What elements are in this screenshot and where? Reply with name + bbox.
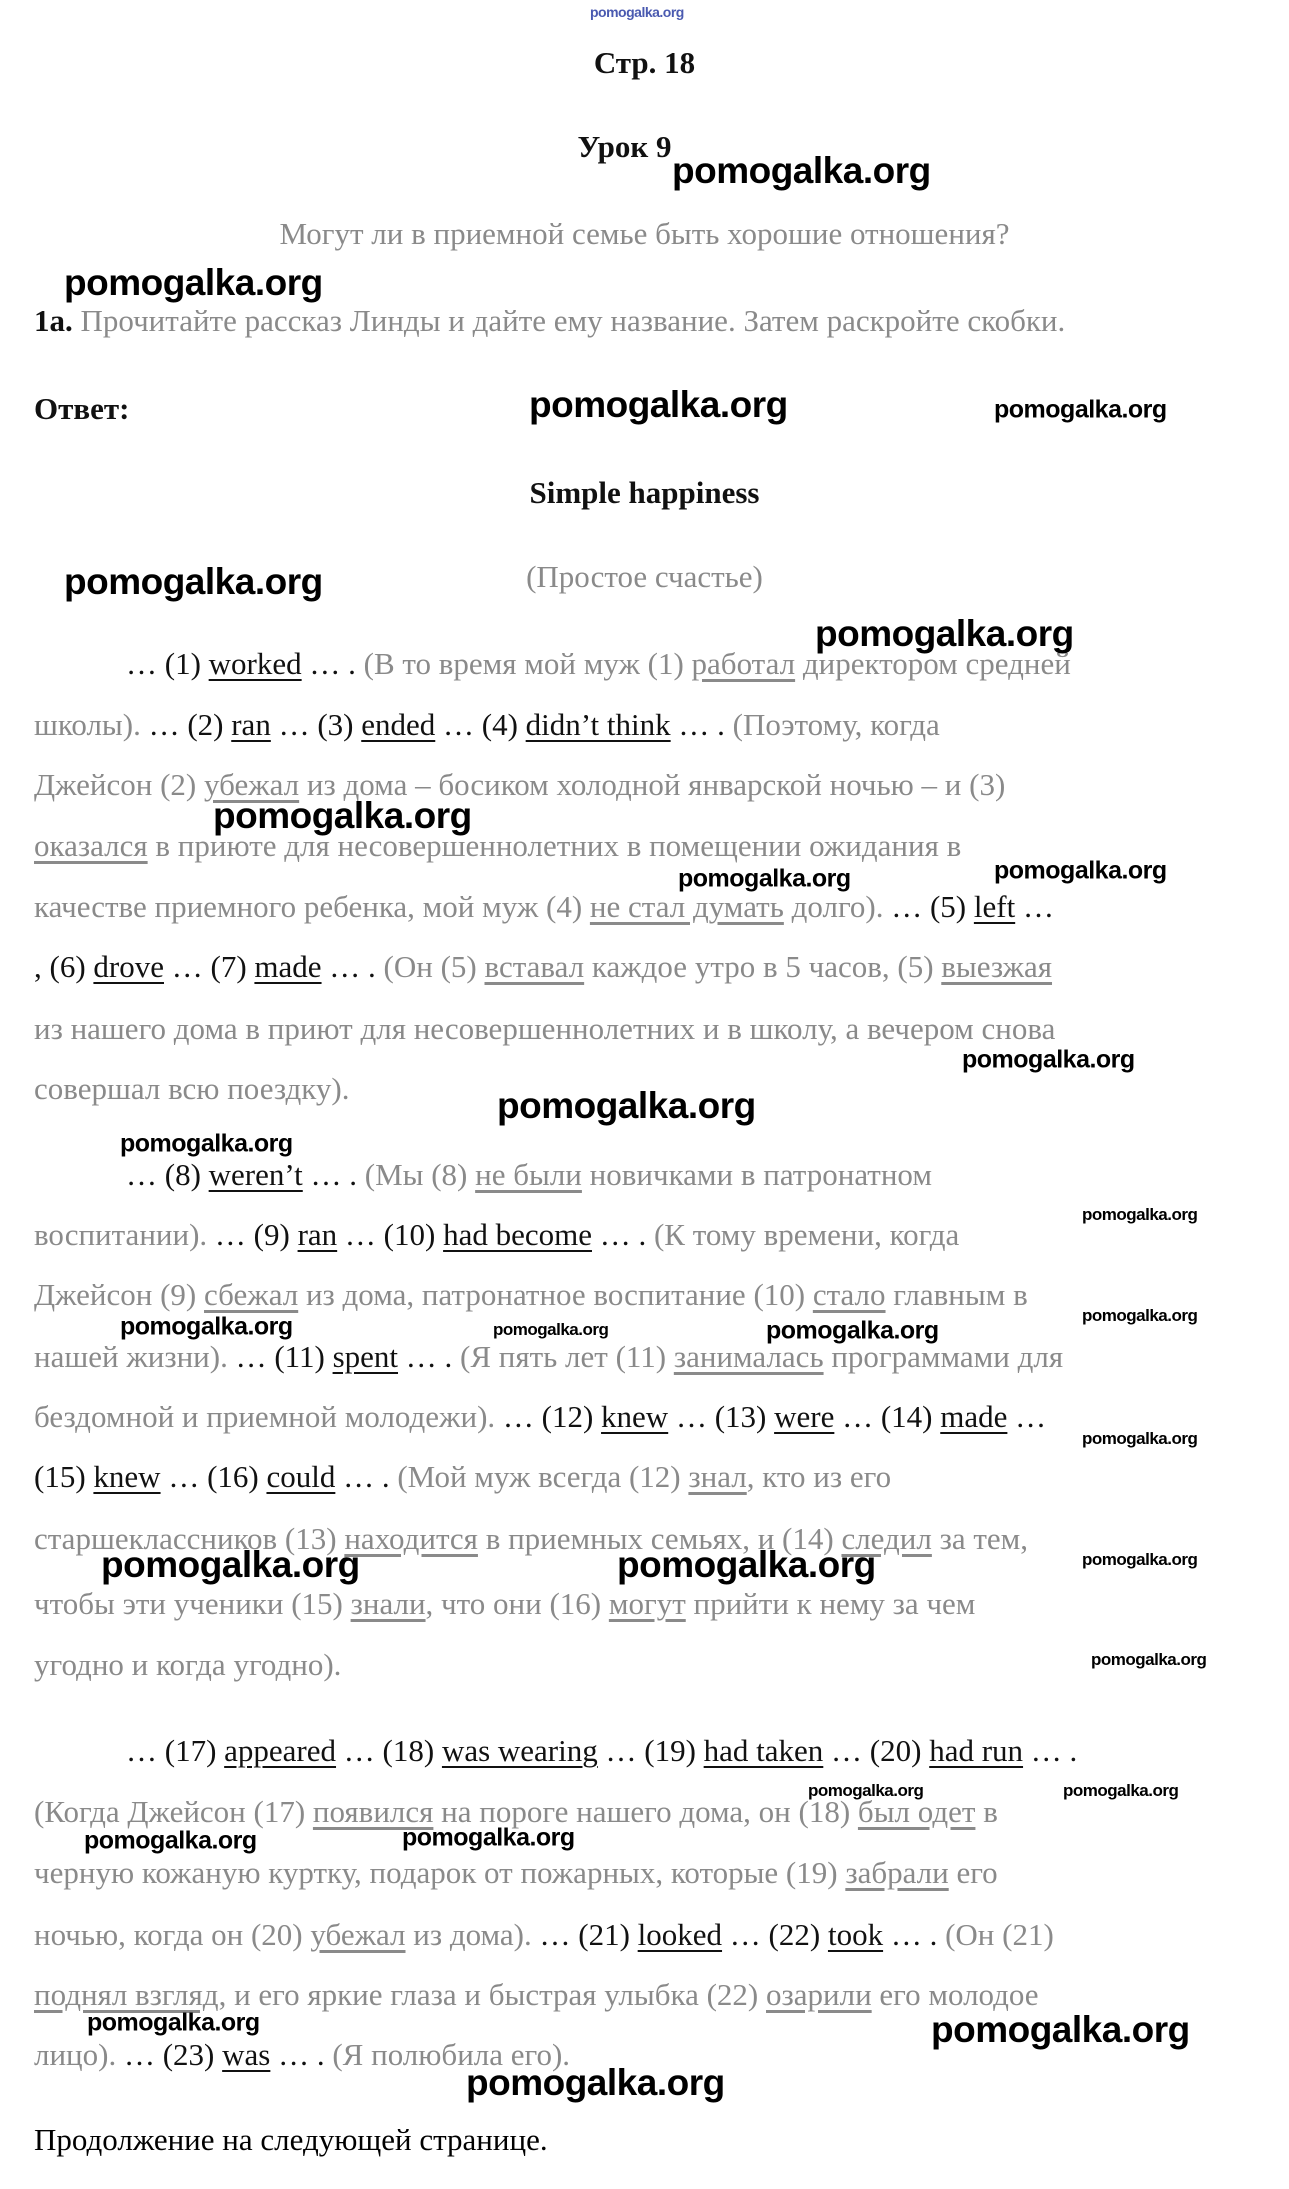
gap-marker: … (1015, 889, 1054, 924)
translation-text: (Поэтому, когда (732, 707, 940, 742)
translation-text: , и его яркие глаза и быстрая улыбка (22) (218, 1977, 766, 2012)
watermark: pomogalka.org (815, 613, 1074, 654)
answer-word: left (973, 889, 1016, 924)
answer-word: was (222, 2037, 271, 2072)
gap-marker: … (12) (502, 1399, 602, 1434)
watermark: pomogalka.org (466, 2062, 725, 2103)
gap-marker: … . (591, 1217, 654, 1252)
watermark: pomogalka.org (1082, 1429, 1198, 1448)
watermark: pomogalka.org (962, 1045, 1135, 1074)
gap-marker: … . (883, 1917, 946, 1952)
gap-marker: … (10) (337, 1217, 444, 1252)
translation-text: за тем, (931, 1521, 1029, 1556)
translation-text: лицо). (34, 2037, 124, 2072)
story-line (126, 1731, 1077, 1771)
answer-word: had become (443, 1217, 592, 1252)
gap-marker: … (23) (123, 2037, 223, 2072)
translation-highlight: могут (608, 1586, 686, 1621)
watermark: pomogalka.org (120, 1129, 293, 1158)
gap-marker: … (2) (148, 707, 232, 742)
gap-marker: … . (1023, 1733, 1078, 1768)
translation-highlight: сбежал (204, 1277, 299, 1312)
translation-text: (Я пять лет (11) (460, 1339, 674, 1374)
translation-highlight: убежал (204, 767, 300, 802)
translation-text: качестве приемного ребенка, мой муж (4) (34, 889, 590, 924)
translation-text: главным в (885, 1277, 1028, 1312)
story-line (34, 1009, 1055, 1049)
task-text: Прочитайте рассказ Линды и дайте ему название. Затем раскройте скобки. (72, 303, 1066, 338)
translation-text: из дома – босиком холодной январской ночью – и (3) (299, 767, 1006, 802)
watermark: pomogalka.org (1082, 1550, 1198, 1569)
story-line (34, 1397, 1046, 1437)
answer-word: were (774, 1399, 835, 1434)
translation-text: из нашего дома в приют для несовершеннолетних и в школу, а вечером снова (34, 1011, 1056, 1046)
watermark: pomogalka.org (1082, 1205, 1198, 1224)
answer-word: knew (601, 1399, 669, 1434)
gap-marker: … (9) (214, 1217, 298, 1252)
translation-highlight: убежал (310, 1917, 406, 1952)
watermark: pomogalka.org (590, 4, 684, 20)
story-line (34, 947, 1052, 987)
story-line (126, 1155, 932, 1195)
translation-text: его (948, 1855, 998, 1890)
story-line (34, 765, 1005, 805)
watermark: pomogalka.org (87, 2008, 260, 2037)
gap-marker: … (21) (539, 1917, 638, 1952)
watermark: pomogalka.org (64, 262, 323, 303)
gap-marker: … (22) (722, 1917, 828, 1952)
translation-text: программами для (823, 1339, 1064, 1374)
translation-text: черную кожаную куртку, подарок от пожарных, которые (19) (34, 1855, 846, 1890)
translation-text: Джейсон (9) (34, 1277, 205, 1312)
translation-text: из дома, патронатное воспитание (10) (298, 1277, 813, 1312)
gap-marker: … . (335, 1459, 398, 1494)
translation-text: (В то время мой муж (1) (363, 646, 692, 681)
translation-text: (К тому времени, когда (653, 1217, 960, 1252)
gap-marker: … (5) (891, 889, 974, 924)
translation-text: в приемных семьях, и (14) (477, 1521, 842, 1556)
translation-text: (Мой муж всегда (12) (397, 1459, 689, 1494)
story-line (34, 1915, 1054, 1955)
answer-word: had run (929, 1733, 1024, 1768)
translation-highlight: оказался (34, 828, 148, 863)
answer-word: drove (93, 949, 164, 984)
translation-text: воспитании). (34, 1217, 215, 1252)
story-line (34, 1215, 959, 1255)
watermark: pomogalka.org (64, 561, 323, 602)
gap-marker: … (4) (435, 707, 526, 742)
translation-text: на пороге нашего дома, он (18) (433, 1794, 858, 1829)
answer-word: knew (93, 1459, 161, 1494)
translation-text: , кто из его (746, 1459, 892, 1494)
watermark: pomogalka.org (213, 795, 472, 836)
translation-text: чтобы эти ученики (15) (34, 1586, 351, 1621)
translation-text: в (975, 1794, 998, 1829)
gap-marker: (15) (34, 1459, 94, 1494)
answer-word: didn’t think (525, 707, 671, 742)
answer-word: ran (297, 1217, 338, 1252)
translation-text: прийти к нему за чем (685, 1586, 976, 1621)
gap-marker: … . (270, 2037, 333, 2072)
watermark: pomogalka.org (672, 150, 931, 191)
gap-marker: … (8) (126, 1157, 209, 1192)
translation-text: его молодое (871, 1977, 1039, 2012)
watermark: pomogalka.org (808, 1781, 924, 1800)
story-line (34, 887, 1054, 927)
translation-highlight: следил (841, 1521, 932, 1556)
story-line (34, 705, 940, 745)
watermark: pomogalka.org (101, 1544, 360, 1585)
watermark: pomogalka.org (1091, 1650, 1207, 1669)
gap-marker: … (11) (235, 1339, 333, 1374)
gap-marker: … . (398, 1339, 461, 1374)
gap-marker: … (18) (336, 1733, 442, 1768)
story-title: Simple happiness (529, 475, 760, 510)
translation-text: (Мы (8) (364, 1157, 476, 1192)
translation-highlight: вставал (484, 949, 585, 984)
story-title-translation: (Простое счастье) (526, 559, 763, 594)
answer-word: ran (231, 707, 271, 742)
watermark: pomogalka.org (1063, 1781, 1179, 1800)
translation-highlight: озарили (766, 1977, 872, 2012)
answer-word: appeared (224, 1733, 337, 1768)
translation-highlight: занималась (673, 1339, 824, 1374)
gap-marker: … (13) (668, 1399, 775, 1434)
translation-text: директором средней (795, 646, 1071, 681)
translation-text: долго). (783, 889, 892, 924)
gap-marker: … (20) (823, 1733, 930, 1768)
translation-text: (Он (5) (383, 949, 485, 984)
page-number: Стр. 18 (593, 45, 696, 80)
translation-text: Джейсон (2) (34, 767, 205, 802)
gap-marker: … (1007, 1399, 1047, 1434)
translation-highlight: не стал думать (589, 889, 784, 924)
gap-marker: … (3) (270, 707, 362, 742)
story-line (34, 1853, 998, 1893)
translation-highlight: поднял взгляд (34, 1977, 219, 2012)
watermark: pomogalka.org (994, 395, 1167, 424)
gap-marker: … (17) (126, 1733, 225, 1768)
story-line (34, 826, 961, 866)
watermark: pomogalka.org (497, 1085, 756, 1126)
gap-marker: , (6) (34, 949, 94, 984)
translation-text: , что они (16) (425, 1586, 609, 1621)
story-line (34, 1275, 1028, 1315)
lesson-question: Могут ли в приемной семье быть хорошие отношения? (279, 216, 1010, 251)
answer-word: was wearing (441, 1733, 598, 1768)
answer-word: worked (208, 646, 302, 681)
translation-text: угодно и когда угодно). (34, 1647, 342, 1682)
gap-marker: … (7) (164, 949, 255, 984)
gap-marker: … . (302, 1157, 365, 1192)
translation-text: нашей жизни). (34, 1339, 236, 1374)
watermark: pomogalka.org (120, 1312, 293, 1341)
translation-highlight: знали (350, 1586, 426, 1621)
gap-marker: … (1) (126, 646, 209, 681)
translation-highlight: появился (312, 1794, 434, 1829)
translation-text: новичками в патронатном (581, 1157, 932, 1192)
answer-word: made (940, 1399, 1008, 1434)
translation-highlight: выезжая (941, 949, 1053, 984)
watermark: pomogalka.org (402, 1823, 575, 1852)
watermark: pomogalka.org (766, 1316, 939, 1345)
gap-marker: … (14) (834, 1399, 941, 1434)
translation-text: ночью, когда он (20) (34, 1917, 311, 1952)
translation-highlight: не были (475, 1157, 582, 1192)
answer-word: weren’t (208, 1157, 303, 1192)
story-line (34, 1457, 891, 1497)
answer-word: had taken (703, 1733, 824, 1768)
task-number: 1a. (34, 303, 73, 338)
continuation-note: Продолжение на следующей странице. (34, 2122, 548, 2157)
watermark: pomogalka.org (529, 384, 788, 425)
answer-word: ended (361, 707, 436, 742)
translation-text: школы). (34, 707, 149, 742)
translation-highlight: забрали (845, 1855, 949, 1890)
translation-text: бездомной и приемной молодежи). (34, 1399, 503, 1434)
watermark: pomogalka.org (493, 1320, 609, 1339)
translation-text: (Он (21) (945, 1917, 1054, 1952)
story-line (34, 1645, 341, 1685)
watermark: pomogalka.org (1082, 1306, 1198, 1325)
answer-word: made (254, 949, 322, 984)
watermark: pomogalka.org (84, 1826, 257, 1855)
translation-text: из дома). (405, 1917, 540, 1952)
gap-marker: … . (321, 949, 384, 984)
task-heading (34, 301, 1065, 341)
translation-text: старшеклассников (13) (34, 1521, 345, 1556)
watermark: pomogalka.org (678, 864, 851, 893)
translation-highlight: находится (344, 1521, 478, 1556)
story-line (34, 1584, 975, 1624)
answer-word: spent (332, 1339, 399, 1374)
translation-text: совершал всю поездку). (34, 1071, 350, 1106)
gap-marker: … . (301, 646, 364, 681)
answer-word: looked (637, 1917, 723, 1952)
translation-highlight: работал (691, 646, 796, 681)
translation-text: в приюте для несовершеннолетних в помещении ожидания в (147, 828, 962, 863)
watermark: pomogalka.org (994, 856, 1167, 885)
translation-text: (Я полюбила его). (332, 2037, 571, 2072)
answer-label: Ответ: (34, 391, 130, 426)
translation-highlight: был одет (857, 1794, 976, 1829)
answer-word: could (266, 1459, 336, 1494)
translation-text: (Когда Джейсон (17) (34, 1794, 313, 1829)
translation-highlight: стало (812, 1277, 886, 1312)
gap-marker: … (16) (160, 1459, 267, 1494)
watermark: pomogalka.org (617, 1544, 876, 1585)
answer-word: took (827, 1917, 884, 1952)
translation-highlight: знал (688, 1459, 747, 1494)
gap-marker: … . (670, 707, 733, 742)
lesson-title: Урок 9 (577, 129, 672, 164)
story-line (34, 1069, 349, 1109)
translation-text: каждое утро в 5 часов, (5) (584, 949, 942, 984)
gap-marker: … (19) (597, 1733, 704, 1768)
watermark: pomogalka.org (931, 2009, 1190, 2050)
